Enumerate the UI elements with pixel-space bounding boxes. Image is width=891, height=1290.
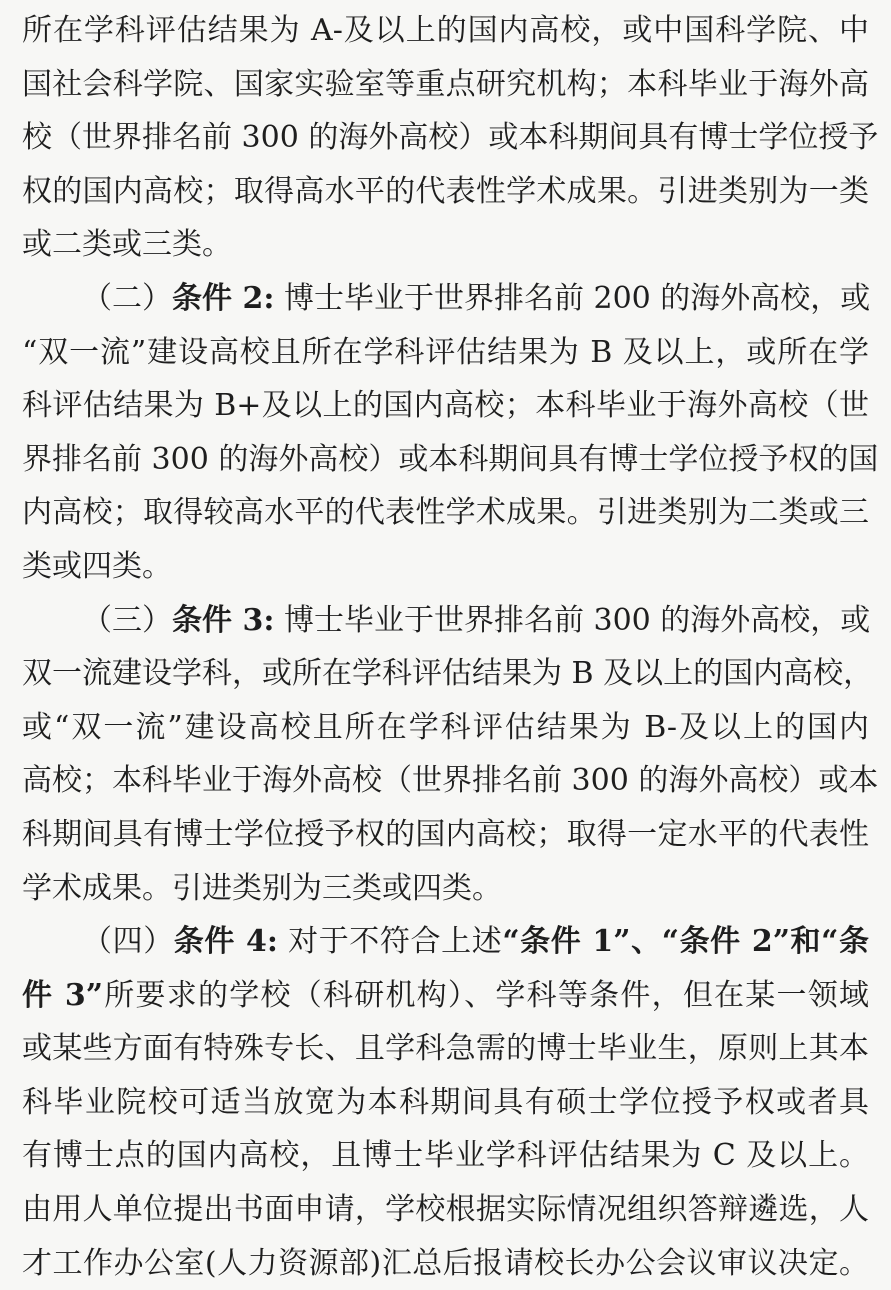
clause-4-heading-line: （四）条件 4: 对于不符合上述“条件 1”、“条件 2”和“条 <box>82 924 869 960</box>
text-line: 或某些方面有特殊专长、且学科急需的博士毕业生，原则上其本 <box>22 1031 869 1067</box>
text-line: 双一流建设学科，或所在学科评估结果为 B 及以上的国内高校， <box>22 656 874 692</box>
text-line: 所在学科评估结果为 A-及以上的国内高校，或中国科学院、中 <box>22 13 869 48</box>
text-line: 高校；本科毕业于海外高校（世界排名前 300 的海外高校）或本 <box>22 763 879 799</box>
text-line: 有博士点的国内高校，且博士毕业学科评估结果为 C 及以上。 <box>22 1138 869 1174</box>
clause-2-heading-line: （二）条件 2: 博士毕业于世界排名前 200 的海外高校，或 <box>82 280 871 316</box>
text-line: 由用人单位提出书面申请，学校根据实际情况组织答辩遴选，人 <box>22 1192 869 1228</box>
clause-title: 条件 4: <box>173 924 278 960</box>
text-line: 才工作办公室(人力资源部)汇总后报请校长办公会议审议决定。 <box>22 1245 869 1281</box>
clause-title: 条件 3: <box>172 602 275 638</box>
clause-reference: “条件 1”、“条件 2”和“条 <box>502 924 869 960</box>
text-line: 或“双一流”建设高校且所在学科评估结果为 B-及以上的国内 <box>22 709 869 745</box>
text-line: 内高校；取得较高水平的代表性学术成果。引进类别为二类或三 <box>22 495 869 531</box>
text-line: 科期间具有博士学位授予权的国内高校；取得一定水平的代表性 <box>22 816 869 852</box>
text-line: 界排名前 300 的海外高校）或本科期间具有博士学位授予权的国 <box>22 441 879 477</box>
clause-title: 条件 2: <box>172 280 275 316</box>
text-line: “双一流”建设高校且所在学科评估结果为 B 及以上，或所在学 <box>22 334 869 370</box>
text-line: 权的国内高校；取得高水平的代表性学术成果。引进类别为一类 <box>22 173 869 209</box>
text-line: 校（世界排名前 300 的海外高校）或本科期间具有博士学位授予 <box>22 120 879 156</box>
clause-reference: 件 3” <box>22 977 104 1013</box>
clause-number: （三） <box>82 602 172 638</box>
text-line: 国社会科学院、国家实验室等重点研究机构；本科毕业于海外高 <box>22 66 869 102</box>
clause-number: （二） <box>82 280 172 316</box>
clause-number: （四） <box>82 924 174 960</box>
text-line: 学术成果。引进类别为三类或四类。 <box>22 870 502 906</box>
text-line: 科评估结果为 B+及以上的国内高校；本科毕业于海外高校（世 <box>22 388 869 424</box>
text-line: 类或四类。 <box>22 548 172 584</box>
text-line: 科毕业院校可适当放宽为本科期间具有硕士学位授予权或者具 <box>22 1084 869 1120</box>
text-line: 件 3”所要求的学校（科研机构）、学科等条件，但在某一领域 <box>22 977 870 1013</box>
text-line: 或二类或三类。 <box>22 227 232 263</box>
clause-3-heading-line: （三）条件 3: 博士毕业于世界排名前 300 的海外高校，或 <box>82 602 871 638</box>
